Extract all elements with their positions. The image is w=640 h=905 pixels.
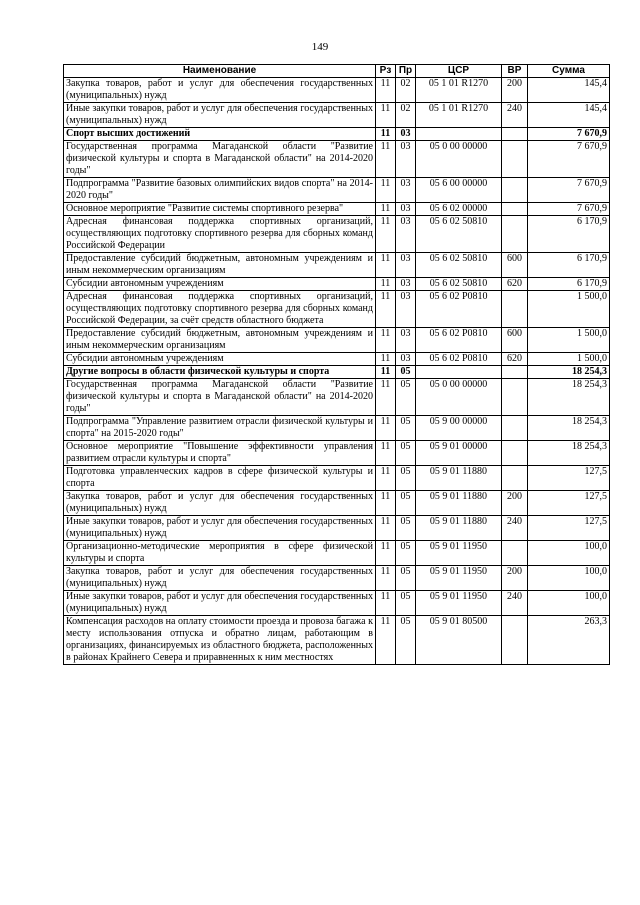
cell-vr: 200 <box>502 491 528 516</box>
cell-pr: 03 <box>396 291 416 328</box>
cell-csr: 05 6 02 00000 <box>416 203 502 216</box>
cell-name: Субсидии автономным учреждениям <box>64 353 376 366</box>
table-row <box>64 591 610 616</box>
cell-sum: 1 500,0 <box>528 291 610 328</box>
cell-pr: 02 <box>396 103 416 128</box>
table-row <box>64 178 610 203</box>
cell-pr: 05 <box>396 379 416 416</box>
cell-sum: 1 500,0 <box>528 353 610 366</box>
cell-sum: 18 254,3 <box>528 441 610 466</box>
table-row <box>64 128 610 141</box>
cell-pr: 05 <box>396 366 416 379</box>
table-row <box>64 566 610 591</box>
table-row <box>64 541 610 566</box>
cell-rz: 11 <box>376 366 396 379</box>
cell-name: Спорт высших достижений <box>64 128 376 141</box>
table-row <box>64 353 610 366</box>
cell-name: Иные закупки товаров, работ и услуг для обеспечения государственных (муниципальных) нужд <box>64 103 376 128</box>
cell-sum: 18 254,3 <box>528 366 610 379</box>
cell-sum: 1 500,0 <box>528 328 610 353</box>
table-row <box>64 379 610 416</box>
cell-vr: 620 <box>502 353 528 366</box>
table-row <box>64 616 610 665</box>
cell-rz: 11 <box>376 291 396 328</box>
cell-vr: 600 <box>502 253 528 278</box>
cell-csr: 05 6 02 50810 <box>416 278 502 291</box>
cell-pr: 05 <box>396 591 416 616</box>
cell-pr: 05 <box>396 566 416 591</box>
cell-rz: 11 <box>376 591 396 616</box>
table-row <box>64 466 610 491</box>
table-row <box>64 141 610 178</box>
cell-name: Подготовка управленческих кадров в сфере физической культуры и спорта <box>64 466 376 491</box>
cell-name: Субсидии автономным учреждениям <box>64 278 376 291</box>
cell-sum: 7 670,9 <box>528 141 610 178</box>
cell-name: Подпрограмма "Управление развитием отрасли физической культуры и спорта" на 2015-2020 годы" <box>64 416 376 441</box>
cell-csr: 05 6 02 P0810 <box>416 328 502 353</box>
table-row <box>64 516 610 541</box>
cell-rz: 11 <box>376 178 396 203</box>
cell-csr: 05 9 01 11880 <box>416 516 502 541</box>
cell-csr: 05 9 01 11950 <box>416 541 502 566</box>
cell-pr: 03 <box>396 353 416 366</box>
cell-vr <box>502 466 528 491</box>
cell-name: Иные закупки товаров, работ и услуг для обеспечения государственных (муниципальных) нужд <box>64 516 376 541</box>
table-row <box>64 216 610 253</box>
cell-name: Иные закупки товаров, работ и услуг для обеспечения государственных (муниципальных) нужд <box>64 591 376 616</box>
cell-sum: 127,5 <box>528 516 610 541</box>
cell-pr: 03 <box>396 253 416 278</box>
cell-vr: 240 <box>502 591 528 616</box>
cell-csr: 05 6 02 P0810 <box>416 291 502 328</box>
cell-name: Компенсация расходов на оплату стоимости проезда и провоза багажа к месту использования отпуска и обратно лицам, работающим в организациях, финансируемых из областного бюджета, расположенных в районах Крайнего Севера и приравненных к ним местностях <box>64 616 376 665</box>
cell-sum: 6 170,9 <box>528 253 610 278</box>
cell-csr: 05 9 01 11950 <box>416 591 502 616</box>
cell-rz: 11 <box>376 141 396 178</box>
cell-name: Государственная программа Магаданской области "Развитие физической культуры и спорта в Магаданской области" на 2014-2020 годы" <box>64 379 376 416</box>
table-row <box>64 416 610 441</box>
header-name: Наименование <box>64 65 376 78</box>
cell-vr <box>502 203 528 216</box>
table-row <box>64 491 610 516</box>
cell-rz: 11 <box>376 616 396 665</box>
cell-rz: 11 <box>376 203 396 216</box>
cell-csr: 05 9 01 11880 <box>416 466 502 491</box>
cell-csr: 05 6 02 P0810 <box>416 353 502 366</box>
cell-vr <box>502 291 528 328</box>
cell-sum: 7 670,9 <box>528 128 610 141</box>
table-row <box>64 78 610 103</box>
table-row <box>64 366 610 379</box>
cell-vr <box>502 616 528 665</box>
cell-rz: 11 <box>376 216 396 253</box>
cell-pr: 05 <box>396 466 416 491</box>
cell-pr: 05 <box>396 541 416 566</box>
cell-sum: 7 670,9 <box>528 178 610 203</box>
cell-name: Закупка товаров, работ и услуг для обеспечения государственных (муниципальных) нужд <box>64 491 376 516</box>
cell-name: Адресная финансовая поддержка спортивных организаций, осуществляющих подготовку спортивного резерва для сборных команд Российской Федерации, за счёт средств областного бюджета <box>64 291 376 328</box>
cell-sum: 100,0 <box>528 541 610 566</box>
cell-sum: 7 670,9 <box>528 203 610 216</box>
cell-csr: 05 9 01 11880 <box>416 491 502 516</box>
cell-vr <box>502 216 528 253</box>
table-row <box>64 203 610 216</box>
table-row <box>64 278 610 291</box>
cell-rz: 11 <box>376 416 396 441</box>
page-number: 149 <box>311 41 329 53</box>
cell-rz: 11 <box>376 541 396 566</box>
cell-vr <box>502 178 528 203</box>
cell-rz: 11 <box>376 253 396 278</box>
cell-sum: 127,5 <box>528 491 610 516</box>
cell-sum: 127,5 <box>528 466 610 491</box>
cell-csr: 05 6 02 50810 <box>416 216 502 253</box>
cell-csr <box>416 366 502 379</box>
budget-table <box>63 64 610 665</box>
cell-vr <box>502 141 528 178</box>
cell-vr <box>502 441 528 466</box>
cell-vr <box>502 366 528 379</box>
cell-rz: 11 <box>376 278 396 291</box>
cell-rz: 11 <box>376 103 396 128</box>
cell-rz: 11 <box>376 466 396 491</box>
table-body <box>64 78 610 665</box>
header-csr: ЦСР <box>416 65 502 78</box>
cell-sum: 6 170,9 <box>528 216 610 253</box>
cell-pr: 03 <box>396 216 416 253</box>
cell-rz: 11 <box>376 128 396 141</box>
cell-pr: 03 <box>396 128 416 141</box>
cell-sum: 145,4 <box>528 78 610 103</box>
table-row <box>64 291 610 328</box>
cell-rz: 11 <box>376 379 396 416</box>
cell-vr <box>502 128 528 141</box>
cell-rz: 11 <box>376 491 396 516</box>
cell-pr: 03 <box>396 203 416 216</box>
cell-rz: 11 <box>376 353 396 366</box>
cell-pr: 05 <box>396 491 416 516</box>
cell-sum: 145,4 <box>528 103 610 128</box>
cell-sum: 100,0 <box>528 566 610 591</box>
cell-vr: 600 <box>502 328 528 353</box>
cell-name: Адресная финансовая поддержка спортивных организаций, осуществляющих подготовку спортивного резерва для сборных команд Российской Федерации <box>64 216 376 253</box>
header-rz: Рз <box>376 65 396 78</box>
cell-name: Предоставление субсидий бюджетным, автономным учреждениям и иным некоммерческим организациям <box>64 328 376 353</box>
cell-sum: 100,0 <box>528 591 610 616</box>
cell-sum: 263,3 <box>528 616 610 665</box>
cell-csr: 05 1 01 R1270 <box>416 78 502 103</box>
cell-vr: 240 <box>502 103 528 128</box>
cell-pr: 03 <box>396 141 416 178</box>
cell-rz: 11 <box>376 441 396 466</box>
table-row <box>64 103 610 128</box>
cell-pr: 05 <box>396 616 416 665</box>
cell-csr <box>416 128 502 141</box>
cell-pr: 03 <box>396 178 416 203</box>
cell-csr: 05 9 01 11950 <box>416 566 502 591</box>
cell-rz: 11 <box>376 516 396 541</box>
cell-pr: 03 <box>396 328 416 353</box>
cell-csr: 05 0 00 00000 <box>416 379 502 416</box>
cell-pr: 02 <box>396 78 416 103</box>
cell-vr: 200 <box>502 78 528 103</box>
cell-vr <box>502 416 528 441</box>
cell-csr: 05 9 01 80500 <box>416 616 502 665</box>
table-row <box>64 328 610 353</box>
cell-sum: 18 254,3 <box>528 379 610 416</box>
header-sum: Сумма <box>528 65 610 78</box>
cell-vr <box>502 541 528 566</box>
table-row <box>64 253 610 278</box>
cell-rz: 11 <box>376 328 396 353</box>
cell-sum: 6 170,9 <box>528 278 610 291</box>
cell-vr: 200 <box>502 566 528 591</box>
cell-csr: 05 6 00 00000 <box>416 178 502 203</box>
header-pr: Пр <box>396 65 416 78</box>
table-row <box>64 441 610 466</box>
cell-pr: 05 <box>396 416 416 441</box>
cell-csr: 05 9 01 00000 <box>416 441 502 466</box>
cell-name: Предоставление субсидий бюджетным, автономным учреждениям и иным некоммерческим организациям <box>64 253 376 278</box>
cell-pr: 03 <box>396 278 416 291</box>
cell-csr: 05 9 00 00000 <box>416 416 502 441</box>
cell-name: Государственная программа Магаданской области "Развитие физической культуры и спорта в Магаданской области" на 2014-2020 годы" <box>64 141 376 178</box>
header-vr: ВР <box>502 65 528 78</box>
cell-vr <box>502 379 528 416</box>
cell-name: Закупка товаров, работ и услуг для обеспечения государственных (муниципальных) нужд <box>64 78 376 103</box>
cell-name: Организационно-методические мероприятия в сфере физической культуры и спорта <box>64 541 376 566</box>
cell-name: Закупка товаров, работ и услуг для обеспечения государственных (муниципальных) нужд <box>64 566 376 591</box>
cell-vr: 620 <box>502 278 528 291</box>
cell-name: Основное мероприятие "Развитие системы спортивного резерва" <box>64 203 376 216</box>
cell-name: Подпрограмма "Развитие базовых олимпийских видов спорта" на 2014-2020 годы" <box>64 178 376 203</box>
cell-csr: 05 0 00 00000 <box>416 141 502 178</box>
cell-pr: 05 <box>396 441 416 466</box>
cell-sum: 18 254,3 <box>528 416 610 441</box>
cell-rz: 11 <box>376 78 396 103</box>
cell-rz: 11 <box>376 566 396 591</box>
table-header-row <box>64 65 610 78</box>
cell-csr: 05 6 02 50810 <box>416 253 502 278</box>
cell-csr: 05 1 01 R1270 <box>416 103 502 128</box>
cell-vr: 240 <box>502 516 528 541</box>
cell-name: Основное мероприятие "Повышение эффективности управления развитием отрасли культуры и спорта" <box>64 441 376 466</box>
cell-name: Другие вопросы в области физической культуры и спорта <box>64 366 376 379</box>
cell-pr: 05 <box>396 516 416 541</box>
